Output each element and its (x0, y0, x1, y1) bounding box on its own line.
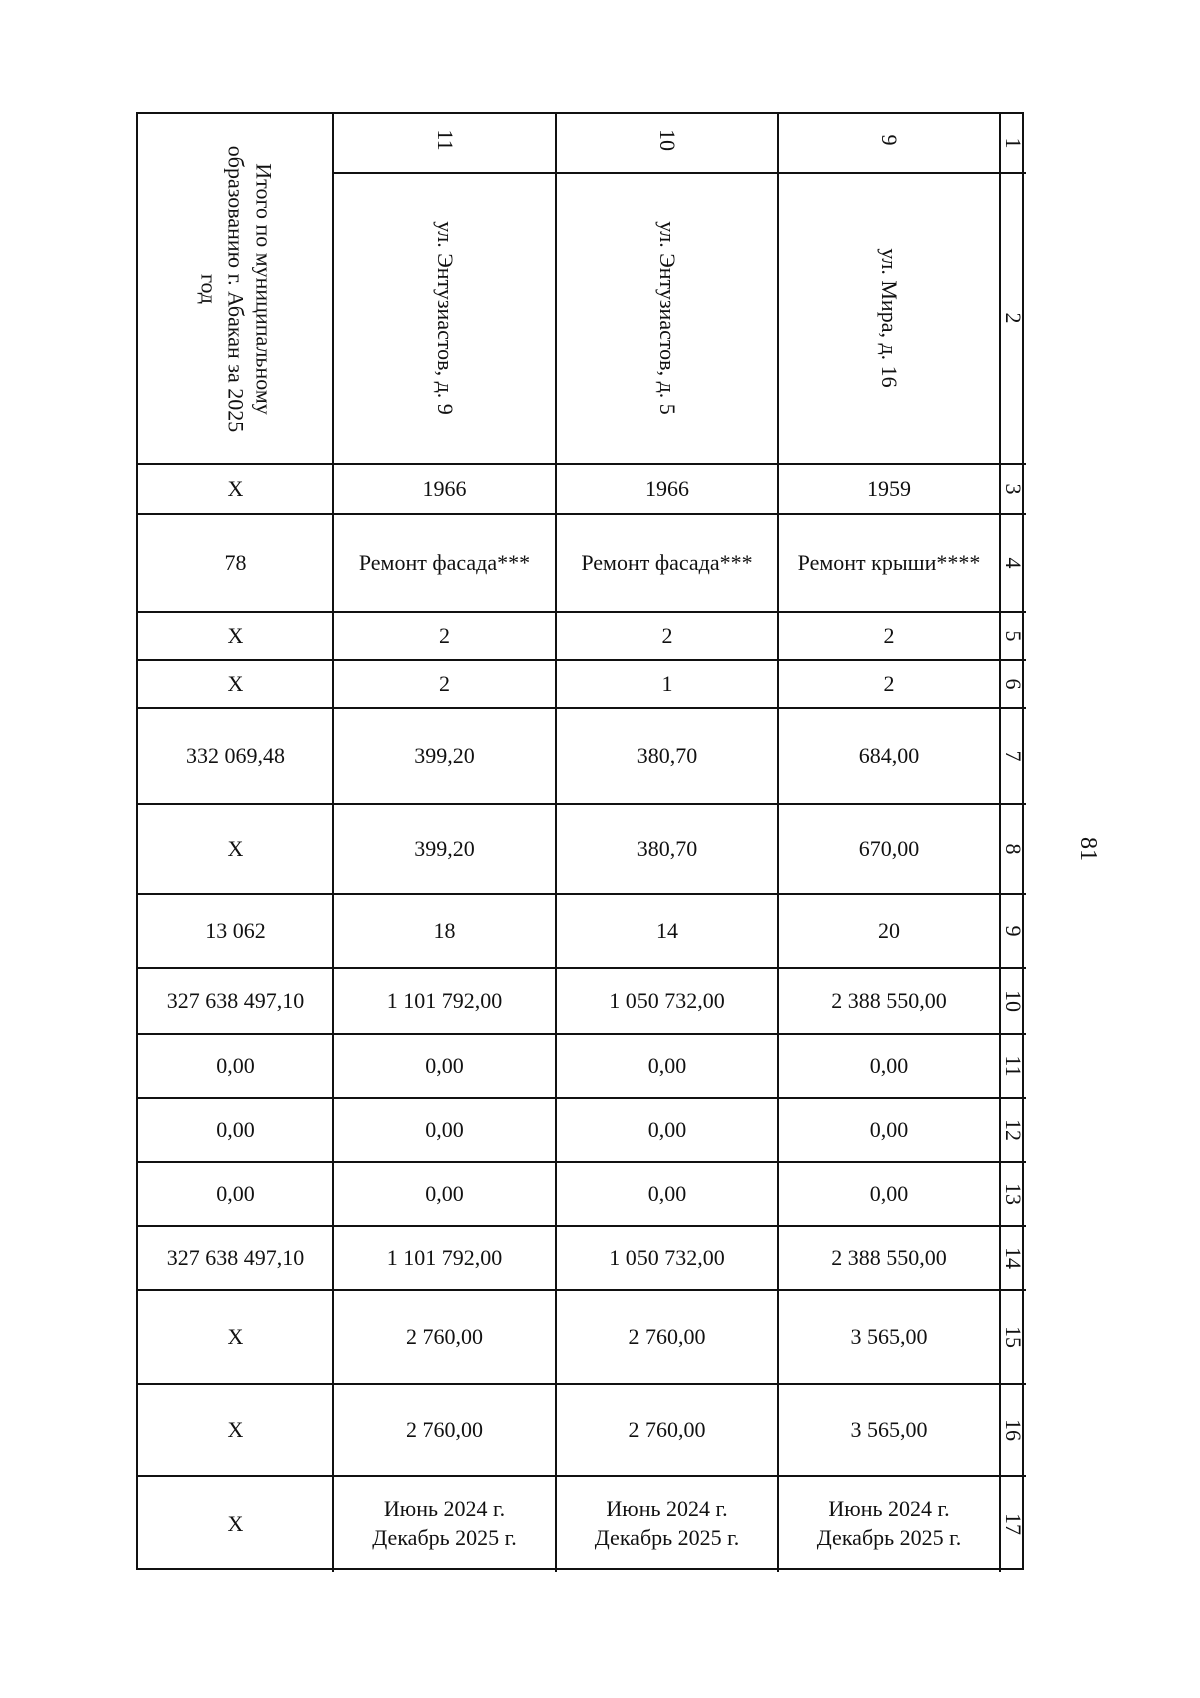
grid-line (1000, 172, 1026, 174)
column-number: 1 (1001, 137, 1026, 149)
column-number: 7 (1001, 750, 1026, 762)
table-cell: 3 565,00 (850, 1416, 928, 1442)
column-number: 12 (1001, 1119, 1026, 1141)
table-cell: 1 050 732,00 (609, 987, 725, 1013)
grid-line (333, 172, 1000, 174)
column-number: 16 (1001, 1419, 1026, 1441)
table-cell: 0,00 (425, 1052, 464, 1078)
table-cell: 2 (883, 622, 895, 648)
table-cell: 380,70 (636, 835, 698, 861)
table-cell: 0,00 (647, 1116, 687, 1142)
table-cell: 1 050 732,00 (609, 1244, 725, 1270)
table-cell: Июнь 2024 г. Декабрь 2025 г. (372, 1496, 517, 1550)
column-number: 2 (1001, 312, 1026, 324)
column-number: 8 (1001, 843, 1026, 855)
row-number: 10 (655, 129, 680, 151)
table-cell: Июнь 2024 г. Декабрь 2025 г. (816, 1496, 962, 1550)
column-number: 11 (1001, 1055, 1026, 1077)
total-cell: 327 638 497,10 (166, 987, 305, 1013)
total-cell: Х (227, 1323, 244, 1349)
table-cell: Ремонт крыши**** (797, 549, 981, 575)
total-cell: 0,00 (216, 1180, 255, 1206)
table-cell: 0,00 (647, 1052, 687, 1078)
table-cell: 0,00 (869, 1052, 909, 1078)
table-cell: 14 (656, 917, 678, 943)
table-cell: 684,00 (858, 742, 920, 768)
table-cell: 399,20 (414, 742, 475, 768)
table-cell: 399,20 (414, 835, 475, 861)
table-cell: 0,00 (647, 1180, 687, 1206)
table-cell: Июнь 2024 г. Декабрь 2025 г. (594, 1496, 740, 1550)
table-cell: 1959 (867, 475, 911, 501)
table-cell: 380,70 (636, 742, 698, 768)
table-cell: 1 101 792,00 (386, 1244, 503, 1270)
page-number: 81 (1075, 837, 1101, 861)
table-cell: 20 (878, 917, 900, 943)
total-cell: 0,00 (216, 1052, 255, 1078)
column-number: 10 (1001, 990, 1026, 1012)
row-address: ул. Мира, д. 16 (877, 248, 902, 388)
total-cell: Х (227, 622, 244, 648)
row-number: 9 (877, 134, 902, 146)
table-cell: 1966 (422, 475, 467, 501)
total-cell: 0,00 (216, 1116, 255, 1142)
row-number: 11 (432, 129, 458, 151)
total-label: Итого по муниципальному образованию г. Абакан за 2025 год (195, 145, 276, 433)
table-cell: 2 760,00 (628, 1323, 706, 1349)
table-cell: 2 760,00 (406, 1416, 483, 1442)
column-number: 6 (1001, 678, 1026, 690)
column-number: 14 (1001, 1247, 1026, 1269)
row-address: ул. Энтузиастов, д. 9 (432, 221, 458, 415)
table-cell: 2 388 550,00 (831, 987, 947, 1013)
table-cell: 0,00 (869, 1180, 909, 1206)
table-cell: 18 (433, 917, 456, 943)
table-cell: 2 (439, 670, 450, 696)
total-cell: 13 062 (205, 917, 266, 943)
total-cell: Х (227, 835, 244, 861)
total-cell: 78 (224, 549, 247, 575)
column-number: 13 (1001, 1183, 1026, 1205)
column-number: 5 (1001, 630, 1026, 642)
table-cell: 1966 (645, 475, 689, 501)
table-cell: 1 (661, 670, 673, 696)
table-cell: 2 760,00 (628, 1416, 706, 1442)
table-cell: 2 388 550,00 (831, 1244, 947, 1270)
total-cell: 327 638 497,10 (166, 1244, 305, 1270)
table-cell: 2 (661, 622, 673, 648)
row-address: ул. Энтузиастов, д. 5 (655, 221, 680, 415)
table-cell: 2 (883, 670, 895, 696)
table-cell: 0,00 (425, 1116, 464, 1142)
table-cell: 0,00 (869, 1116, 909, 1142)
rotated-table (136, 112, 1024, 1570)
column-number: 9 (1001, 925, 1026, 937)
table-cell: 3 565,00 (850, 1323, 928, 1349)
total-cell: Х (227, 1510, 244, 1536)
table-cell: Ремонт фасада*** (581, 549, 753, 575)
total-cell: Х (227, 475, 244, 501)
total-cell: 332 069,48 (186, 742, 285, 768)
column-number: 17 (1001, 1513, 1026, 1535)
column-number: 3 (1001, 483, 1026, 495)
total-cell: Х (227, 670, 244, 696)
table-cell: 0,00 (425, 1180, 464, 1206)
column-number: 15 (1001, 1326, 1026, 1348)
table-cell: 1 101 792,00 (386, 987, 503, 1013)
table-cell: 2 (439, 622, 450, 648)
table-cell: Ремонт фасада*** (358, 549, 531, 575)
column-number: 4 (1001, 557, 1026, 569)
table-cell: 670,00 (858, 835, 920, 861)
total-cell: Х (227, 1416, 244, 1442)
table-cell: 2 760,00 (406, 1323, 483, 1349)
